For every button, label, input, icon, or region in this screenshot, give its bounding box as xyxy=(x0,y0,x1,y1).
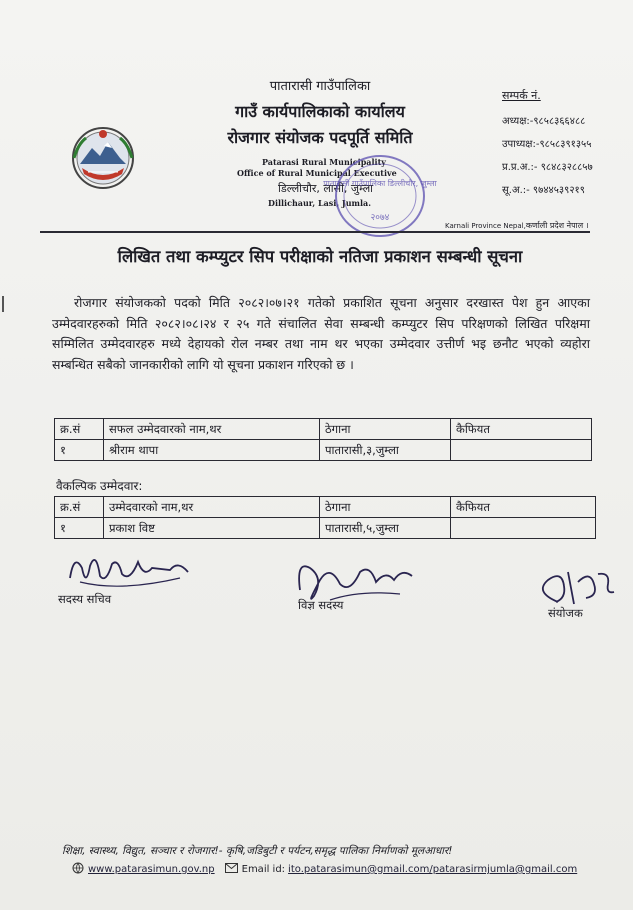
contact-block xyxy=(502,88,593,205)
province-label xyxy=(445,220,589,231)
province-np: कर्णाली प्रदेश नेपाल । xyxy=(525,221,589,230)
header-cell: ठेगाना xyxy=(320,497,451,518)
contact-chairperson: अध्यक्ष:-९८५८३६६४८८ xyxy=(502,116,586,127)
table-header-row xyxy=(55,497,596,518)
address-en: Dillichaur, Lasi, Jumla. xyxy=(268,198,371,208)
alternate-label: वैकल्पिक उम्मेदवार: xyxy=(56,479,143,493)
cell: पातारासी,३,जुम्ला xyxy=(320,440,451,461)
member-secretary-signature-icon xyxy=(60,548,200,598)
member-secretary-label: सदस्य सचिव xyxy=(58,592,112,606)
margin-mark xyxy=(2,296,4,312)
stamp-year: २०७४ xyxy=(370,213,390,223)
contact-title: सम्पर्क नं. xyxy=(502,89,541,102)
table-row xyxy=(55,518,596,539)
globe-icon xyxy=(72,862,84,877)
letterhead xyxy=(200,76,440,148)
notice-body: रोजगार संयोजकको पदको मिति २०८२।०७।२१ गतेको प्रकाशित सूचना अनुसार दरखास्त पेश हुन आएका उम्मेदवारहरुको मिति २०८२।०८।२४ र २५ गते संचालित सेवा सम्बन्धी कम्प्युटर सिप परिक्षणको लिखित परिक्षमा सम्मिलित उम्मेदवारहरु मध्ये देहायको रोल नम्बर तथा नाम थर भएका उम्मेदवार उत्तीर्ण भइ छनौट भएको व्यहोरा सम्बन्धित सबैको जानकारीको लागि यो सूचना प्रकाशन गरिएको छ । xyxy=(52,295,590,372)
province-en: Karnali Province Nepal, xyxy=(445,222,526,230)
municipality-name-en: Patarasi Rural Municipality xyxy=(262,157,386,167)
website-link[interactable]: www.patarasimun.gov.np xyxy=(88,864,215,875)
header-cell: कैफियत xyxy=(451,419,592,440)
email-label: Email id: xyxy=(241,864,286,875)
header-cell: क्र.सं xyxy=(55,419,104,440)
email-link[interactable]: ito.patarasimun@gmail.com/patarasirmjumla@gmail.com xyxy=(288,864,578,875)
envelope-icon xyxy=(225,863,238,876)
stamp-text: पातारासी गाउँपालिका डिल्लीचौर, जुम्ला xyxy=(323,179,437,188)
contact-cao: प्र.प्र.अ.:- ९८४८३२८८५७ xyxy=(502,162,593,173)
committee-name: रोजगार संयोजक पदपूर्ति समिति xyxy=(227,128,413,147)
footer-links xyxy=(72,862,577,877)
header-cell: कैफियत xyxy=(451,497,596,518)
expert-member-label: विज्ञ सदस्य xyxy=(298,598,344,612)
address-np: डिल्लीचौर, लासी, जुम्ला xyxy=(278,182,374,195)
office-name-en: Office of Rural Municipal Executive xyxy=(237,168,397,178)
nepal-emblem-icon xyxy=(68,124,138,192)
cell: श्रीराम थापा xyxy=(104,440,320,461)
coordinator-signature-icon xyxy=(528,562,618,612)
footer-slogan: शिक्षा, स्वास्थ्य, विद्युत, सञ्चार र रोजगार!- कृषि,जडिबुटी र पर्यटन,समृद्ध पालिका निर्माणको मूलआधार! xyxy=(62,845,453,857)
header-cell: ठेगाना xyxy=(320,419,451,440)
coordinator-label: संयोजक xyxy=(548,606,583,620)
cell: पातारासी,५,जुम्ला xyxy=(320,518,451,539)
table-row xyxy=(55,440,592,461)
cell: प्रकाश विष्ट xyxy=(104,518,320,539)
notice-title: लिखित तथा कम्प्युटर सिप परीक्षाको नतिजा प्रकाशन सम्बन्धी सूचना xyxy=(117,247,523,266)
office-name: गाउँ कार्यपालिकाको कार्यालय xyxy=(235,102,405,121)
alternate-candidates-table xyxy=(54,496,596,539)
successful-candidates-table xyxy=(54,418,592,461)
cell: १ xyxy=(55,518,104,539)
header-cell: क्र.सं xyxy=(55,497,104,518)
municipality-name: पातारासी गाउँपालिका xyxy=(269,79,371,94)
header-divider xyxy=(40,231,590,233)
contact-info-officer: सू.अ.:- ९७४४५३९२१९ xyxy=(502,185,585,196)
cell xyxy=(451,518,596,539)
table-header-row xyxy=(55,419,592,440)
header-cell: सफल उम्मेदवारको नाम,थर xyxy=(104,419,320,440)
cell: १ xyxy=(55,440,104,461)
cell xyxy=(451,440,592,461)
contact-vice-chair: उपाध्यक्ष:-९८५८३९१३५५ xyxy=(502,139,592,150)
header-cell: उम्मेदवारको नाम,थर xyxy=(104,497,320,518)
